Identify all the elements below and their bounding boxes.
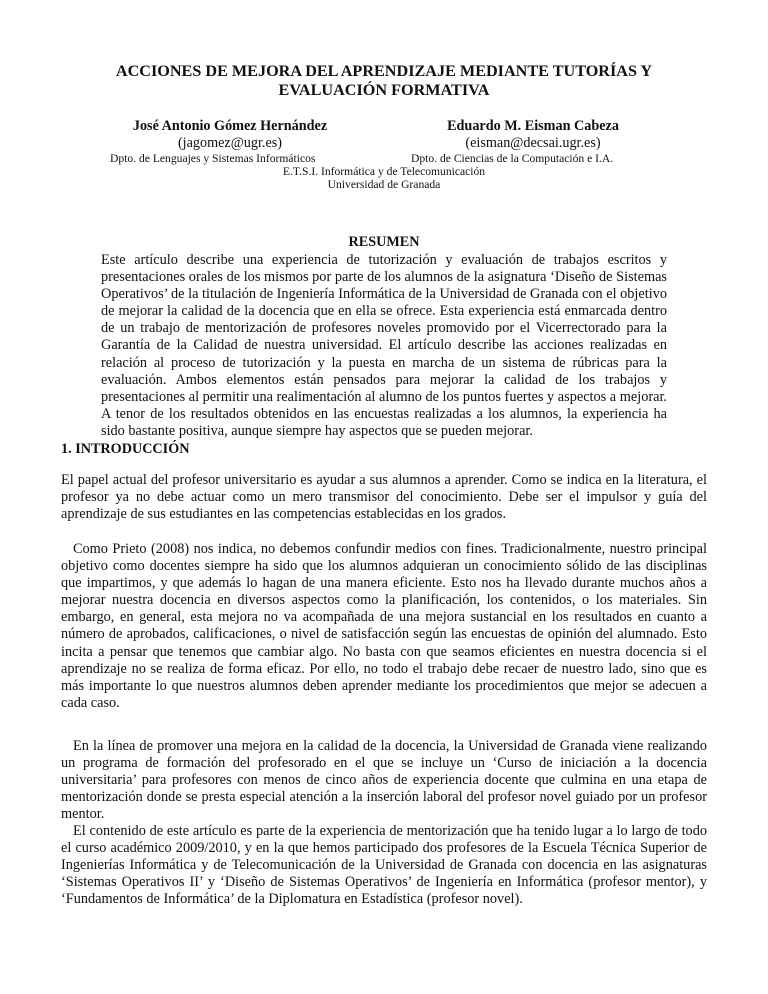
paper-title-line-2: EVALUACIÓN FORMATIVA <box>278 81 490 99</box>
author-1-name: José Antonio Gómez Hernández <box>132 118 328 134</box>
abstract-text: Este artículo describe una experiencia de tutorización y evaluación de trabajos escritos y presentaciones orales de los mismos por parte de los alumnos de la asignatura ‘Diseño de Sistemas Operativos’ de la titulación de Ingeniería Informática de la Universidad de Granada con el objetivo de mejorar la calidad de la docencia que en ella se ofrece. Esta experiencia está enmarcada dentro de un trabajo de mentorización de profesores noveles promovido por el Vicerrectorado para la Garantía de la Calidad de nuestra universidad. El artículo describe las acciones realizadas en relación al proceso de tutorización y la puesta en marcha de un sistema de rúbricas para la evaluación. Ambos elementos están pensados para mejorar la calidad de los trabajos y presentaciones al permitir una realimentación al alumno de los puntos fuertes y aspectos a mejorar. A tenor de los resultados obtenidos en las encuestas realizadas a los alumnos, la experiencia ha sido bastante positiva, aunque siempre hay aspectos que se pueden mejorar. <box>101 252 667 439</box>
abstract-heading: RESUMEN <box>348 234 420 250</box>
author-1-email: (jagomez@ugr.es) <box>177 135 283 151</box>
institution-school: E.T.S.I. Informática y de Telecomunicación <box>282 165 486 178</box>
author-2-email: (eisman@decsai.ugr.es) <box>465 135 601 151</box>
paper-title <box>60 62 708 100</box>
section-heading-introduction: 1. INTRODUCCIÓN <box>61 441 190 457</box>
author-1-department: Dpto. de Lenguajes y Sistemas Informáticos <box>110 152 316 165</box>
institution-university: Universidad de Granada <box>327 178 441 191</box>
body-paragraph-2: Como Prieto (2008) nos indica, no debemos confundir medios con fines. Tradicionalmente, nuestro principal objetivo como docentes siempre ha sido que los alumnos adquieran un conocimiento sólido de las disciplinas que impartimos, y que además lo hagan de una manera eficiente. Esto nos ha llevado durante muchos años a mejorar nuestra docencia en diversos aspectos como la planificación, los contenidos, o los materiales. Sin embargo, en general, esta mejora no va acompañada de una mejora sustancial en los resultados en cuanto a número de aprobados, calificaciones, o nivel de satisfacción según las encuestas de opinión del alumnado. Esto incita a pensar que tenemos que cambiar algo. No basta con que seamos eficientes en nuestra docencia si el aprendizaje no se realiza de forma eficaz. Por ello, no todo el trabajo debe recaer de nuestro lado, sino que es más importante lo que nuestros alumnos deben aprender mediante los procedimientos que mejor se adecuen a cada caso. <box>61 541 707 711</box>
author-2-department: Dpto. de Ciencias de la Computación e I.A. <box>411 152 614 165</box>
body-paragraph-1: El papel actual del profesor universitario es ayudar a sus alumnos a aprender. Como se indica en la literatura, el profesor ya no debe actuar como un mero transmisor del conocimiento. Debe ser el impulsor y guía del aprendizaje de sus estudiantes en las competencias establecidas en los grados. <box>61 472 707 523</box>
author-1 <box>100 118 360 152</box>
body-paragraph-4: El contenido de este artículo es parte de la experiencia de mentorización que ha tenido lugar a lo largo de todo el curso académico 2009/2010, y en la que hemos participado dos profesores de la Escuela Técnica Superior de Ingenierías Informática y de Telecomunicación de la Universidad de Granada con docencia en las asignaturas ‘Sistemas Operativos II’ y ‘Diseño de Sistemas Operativos’ de Ingeniería en Informática (profesor mentor), y ‘Fundamentos de Informática’ de la Diplomatura en Estadística (profesor novel). <box>61 823 707 908</box>
body-paragraph-3: En la línea de promover una mejora en la calidad de la docencia, la Universidad de Granada viene realizando un programa de formación del profesorado en el que se incluye un ‘Curso de iniciación a la docencia universitaria’ para profesores con menos de cinco años de experiencia docente que culmina en una etapa de mentorización donde se presta especial atención a la inserción laboral del profesor novel guiado por un profesor mentor. <box>61 738 707 823</box>
author-2-name: Eduardo M. Eisman Cabeza <box>447 118 619 134</box>
author-2 <box>398 118 668 152</box>
paper-title-line-1: ACCIONES DE MEJORA DEL APRENDIZAJE MEDIANTE TUTORÍAS Y <box>115 62 653 80</box>
